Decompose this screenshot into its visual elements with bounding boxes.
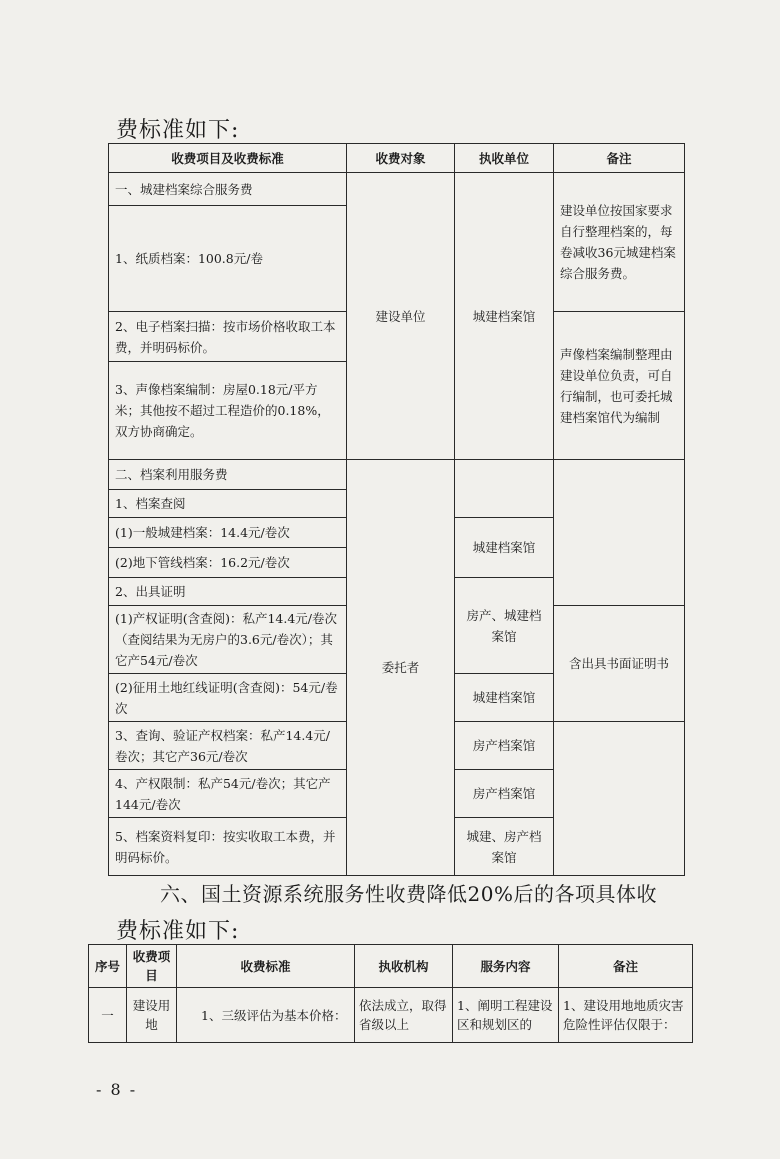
archive-fee-table: [108, 143, 685, 876]
row-item: 建设用地: [127, 988, 177, 1043]
item-electronic-scan: 2、电子档案扫描：按市场价格收取工本费，并明码标价。: [109, 312, 347, 362]
note-self-organize: 建设单位按国家要求自行整理档案的，每卷减收36元城建档案综合服务费。: [554, 173, 685, 312]
sub-certificate: 2、出具证明: [109, 578, 347, 606]
page-number: - 8 -: [96, 1080, 138, 1099]
sub-pipeline-archive: (2)地下管线档案：16.2元/卷次: [109, 548, 347, 578]
row-service: 1、阐明工程建设区和规划区的: [453, 988, 559, 1043]
note-empty-2: [554, 722, 685, 876]
table-row: [109, 460, 685, 490]
header-fee-item: 收费项目及收费标准: [109, 144, 347, 173]
unit-urban-archive-3: 城建档案馆: [455, 674, 554, 722]
item-paper-archive: 1、纸质档案：100.8元/卷: [109, 206, 347, 312]
unit-urban-housing: 城建、房产档案馆: [455, 818, 554, 876]
sub-copy: 5、档案资料复印：按实收取工本费，并明码标价。: [109, 818, 347, 876]
note-written-cert: 含出具书面证明书: [554, 606, 685, 722]
land-fee-table: [88, 944, 693, 1043]
unit-empty: [455, 460, 554, 518]
unit-housing-urban: 房产、城建档案馆: [455, 578, 554, 674]
table-row: [109, 173, 685, 206]
heading-fee-standard-2: 费标准如下:: [116, 919, 240, 944]
target-builder: 建设单位: [347, 173, 455, 460]
note-audio-visual: 声像档案编制整理由建设单位负责，可自行编制，也可委托城建档案馆代为编制: [554, 312, 685, 460]
sub-verify-property: 3、查询、验证产权档案：私产14.4元/卷次；其它产36元/卷次: [109, 722, 347, 770]
note-empty: [554, 460, 685, 606]
header-standard: 收费标准: [177, 945, 355, 988]
header-item: 收费项目: [127, 945, 177, 988]
header-note: 备注: [559, 945, 693, 988]
unit-housing-archive-2: 房产档案馆: [455, 770, 554, 818]
heading-fee-standard: 费标准如下:: [116, 118, 240, 143]
sub-property-certificate: (1)产权证明(含查阅)：私产14.4元/卷次（查阅结果为无房户的3.6元/卷次）；其它产54元/卷次: [109, 606, 347, 674]
table-header-row: [89, 945, 693, 988]
table-header-row: [109, 144, 685, 173]
row-note: 1、建设用地地质灾害危险性评估仅限于：: [559, 988, 693, 1043]
row-standard: 1、三级评估为基本价格：: [177, 988, 355, 1043]
item-audio-visual: 3、声像档案编制：房屋0.18元/平方米；其他按不超过工程造价的0.18%，双方协商确定。: [109, 362, 347, 460]
header-no: 序号: [89, 945, 127, 988]
header-service: 服务内容: [453, 945, 559, 988]
row-org: 依法成立，取得省级以上: [355, 988, 453, 1043]
header-unit: 执收单位: [455, 144, 554, 173]
sub-property-limit: 4、产权限制：私产54元/卷次；其它产144元/卷次: [109, 770, 347, 818]
unit-urban-archive: 城建档案馆: [455, 173, 554, 460]
header-target: 收费对象: [347, 144, 455, 173]
unit-housing-archive: 房产档案馆: [455, 722, 554, 770]
unit-urban-archive-2: 城建档案馆: [455, 518, 554, 578]
header-note: 备注: [554, 144, 685, 173]
row-no: 一: [89, 988, 127, 1043]
target-client: 委托者: [347, 460, 455, 876]
sub-land-redline: (2)征用土地红线证明(含查阅)：54元/卷次: [109, 674, 347, 722]
header-org: 执收机构: [355, 945, 453, 988]
table-row: [89, 988, 693, 1043]
section-1-title: 一、城建档案综合服务费: [109, 173, 347, 206]
section-2-title: 二、档案利用服务费: [109, 460, 347, 490]
sub-archive-lookup: 1、档案查阅: [109, 490, 347, 518]
sub-general-archive: (1)一般城建档案：14.4元/卷次: [109, 518, 347, 548]
section-6-title: 六、国土资源系统服务性收费降低20%后的各项具体收: [160, 882, 657, 906]
